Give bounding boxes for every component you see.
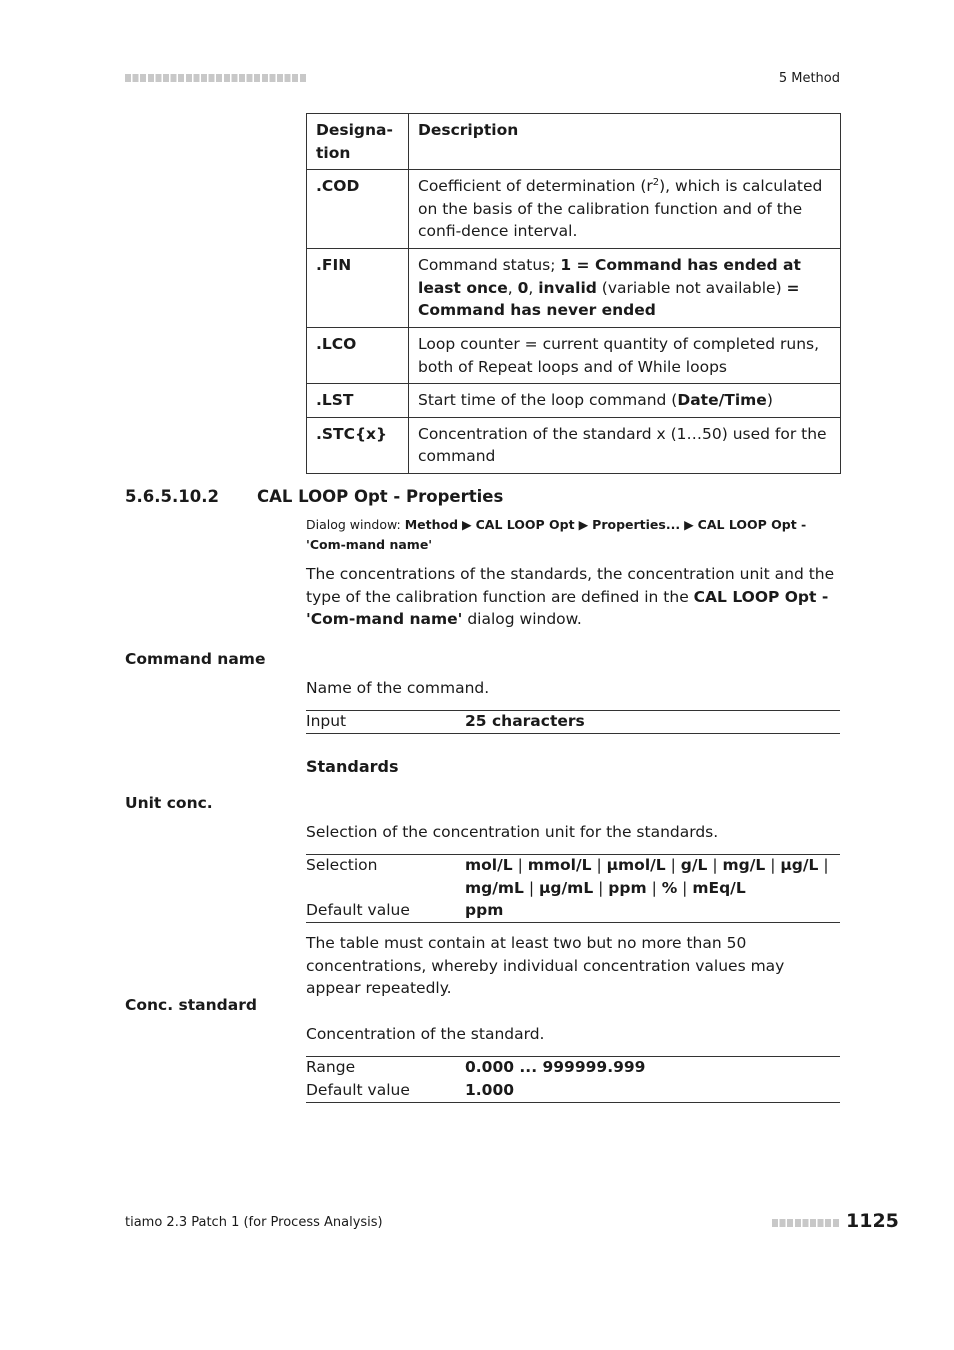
table-row (307, 384, 841, 418)
prop-key: Input (306, 712, 347, 730)
prop-key: Default value (306, 1080, 410, 1099)
param-conc-standard-label: Conc. standard (125, 996, 257, 1014)
footer-decoration (772, 1219, 840, 1227)
param-command-name-desc: Name of the command. (306, 679, 490, 697)
designation-cell: .FIN (307, 249, 409, 328)
variables-table (306, 113, 841, 474)
prop-key: Default value (306, 901, 410, 919)
table-row (307, 417, 841, 473)
description-header: Description (409, 114, 841, 170)
param-unit-conc-desc: Selection of the concentration unit for the standards. (306, 823, 719, 841)
prop-value-options: mol/L | mmol/L | µmol/L | g/L | mg/L | µg/L | mg/mL | µg/mL | ppm | % | mEq/L (465, 856, 829, 897)
divider (306, 922, 840, 923)
unit-conc-note: The table must contain at least two but no more than 50 concentrations, whereby individual concentration values may appear repeatedly. (306, 934, 785, 997)
description-cell: Coefficient of determination $(r^2)$, which is calculated on the basis of the calibration function and of the confi-dence interval. (409, 170, 841, 249)
divider (306, 733, 840, 734)
command-name-props (306, 710, 840, 733)
description-cell: Command status; 1 = Command has ended at least once, 0, invalid (variable not available) = Command has never ended (409, 249, 841, 328)
prop-value: ppm (465, 901, 504, 919)
section-intro: The concentrations of the standards, the concentration unit and the type of the calibration function are defined in the CAL LOOP Opt - 'Com-mand name' dialog window. (306, 565, 835, 628)
designation-header: Designa- tion (307, 114, 409, 170)
table-header-row (307, 114, 841, 170)
prop-key: Selection (306, 856, 378, 874)
standards-heading: Standards (306, 757, 399, 776)
designation-cell: .LST (307, 384, 409, 418)
table-row (307, 328, 841, 384)
prop-value: 1.000 (465, 1080, 515, 1099)
header-decoration (125, 74, 307, 82)
description-cell: Start time of the loop command (Date/Time) (409, 384, 841, 418)
section-heading (125, 487, 503, 506)
divider (306, 1102, 840, 1103)
param-conc-standard-desc: Concentration of the standard. (306, 1025, 545, 1043)
designation-cell: .LCO (307, 328, 409, 384)
designation-cell: .COD (307, 170, 409, 249)
unit-conc-props (306, 854, 840, 922)
description-cell: Concentration of the standard x (1…50) used for the command (409, 417, 841, 473)
page-number: 1125 (846, 1210, 899, 1232)
param-command-name-label: Command name (125, 650, 266, 668)
prop-value: 0.000 ... 999999.999 (465, 1058, 646, 1076)
dialog-path: Dialog window: Method ▶ CAL LOOP Opt ▶ Properties... ▶ CAL LOOP Opt - 'Com-mand name' (306, 517, 807, 552)
designation-cell: .STC{x} (307, 417, 409, 473)
section-number: 5.6.5.10.2 (125, 487, 219, 506)
prop-key: Range (306, 1058, 356, 1076)
section-title: CAL LOOP Opt - Properties (257, 487, 504, 506)
param-unit-conc-label: Unit conc. (125, 794, 213, 812)
table-row (307, 249, 841, 328)
footer-product: tiamo 2.3 Patch 1 (for Process Analysis) (125, 1215, 383, 1230)
description-cell: Loop counter = current quantity of completed runs, both of Repeat loops and of While loops (409, 328, 841, 384)
table-row (307, 170, 841, 249)
conc-standard-props (306, 1056, 840, 1101)
chapter-title: 5 Method (778, 71, 840, 86)
prop-value: 25 characters (465, 712, 585, 730)
